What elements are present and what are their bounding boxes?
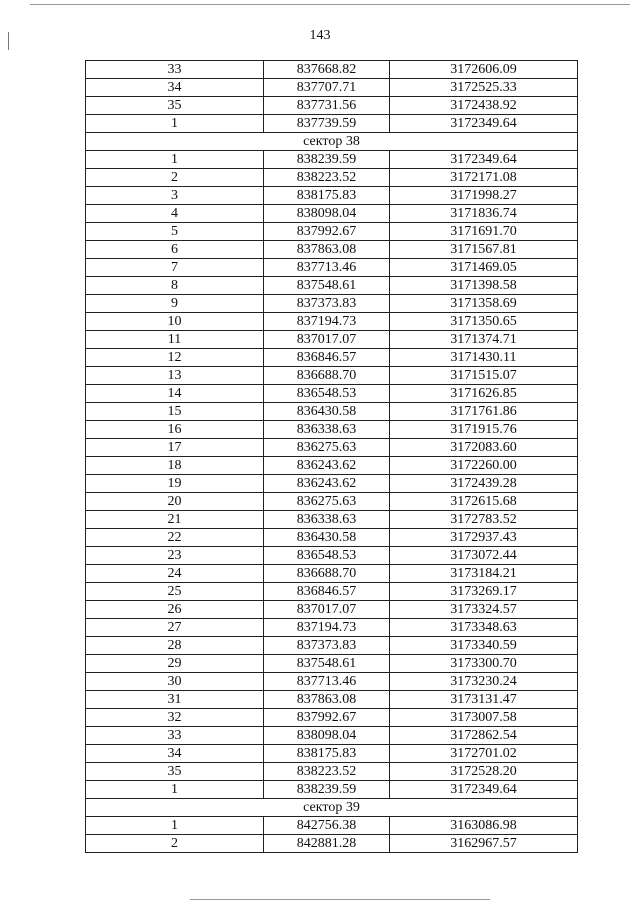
y-coordinate-cell: 3171358.69	[390, 295, 578, 313]
table-row	[86, 421, 578, 439]
point-number-cell: 24	[86, 565, 264, 583]
sector-title: сектор 38	[86, 133, 578, 151]
table-row	[86, 727, 578, 745]
table-row	[86, 223, 578, 241]
x-coordinate-cell: 837548.61	[264, 277, 390, 295]
y-coordinate-cell: 3171998.27	[390, 187, 578, 205]
table-row	[86, 565, 578, 583]
point-number-cell: 33	[86, 61, 264, 79]
table-row	[86, 673, 578, 691]
point-number-cell: 26	[86, 601, 264, 619]
sector-header-row	[86, 799, 578, 817]
y-coordinate-cell: 3172615.68	[390, 493, 578, 511]
x-coordinate-cell: 836548.53	[264, 547, 390, 565]
point-number-cell: 25	[86, 583, 264, 601]
table-row	[86, 511, 578, 529]
y-coordinate-cell: 3171567.81	[390, 241, 578, 259]
table-row	[86, 349, 578, 367]
x-coordinate-cell: 837668.82	[264, 61, 390, 79]
table-row	[86, 547, 578, 565]
y-coordinate-cell: 3173072.44	[390, 547, 578, 565]
table-row	[86, 439, 578, 457]
x-coordinate-cell: 837863.08	[264, 241, 390, 259]
table-row	[86, 367, 578, 385]
y-coordinate-cell: 3172349.64	[390, 781, 578, 799]
x-coordinate-cell: 837992.67	[264, 709, 390, 727]
y-coordinate-cell: 3173340.59	[390, 637, 578, 655]
table-row	[86, 187, 578, 205]
y-coordinate-cell: 3172439.28	[390, 475, 578, 493]
table-row	[86, 169, 578, 187]
sector-title: сектор 39	[86, 799, 578, 817]
point-number-cell: 35	[86, 97, 264, 115]
x-coordinate-cell: 836338.63	[264, 421, 390, 439]
y-coordinate-cell: 3171350.65	[390, 313, 578, 331]
point-number-cell: 13	[86, 367, 264, 385]
point-number-cell: 29	[86, 655, 264, 673]
x-coordinate-cell: 836548.53	[264, 385, 390, 403]
y-coordinate-cell: 3172349.64	[390, 151, 578, 169]
point-number-cell: 2	[86, 169, 264, 187]
table-row	[86, 475, 578, 493]
y-coordinate-cell: 3172606.09	[390, 61, 578, 79]
y-coordinate-cell: 3172862.54	[390, 727, 578, 745]
point-number-cell: 16	[86, 421, 264, 439]
point-number-cell: 27	[86, 619, 264, 637]
table-row	[86, 691, 578, 709]
point-number-cell: 7	[86, 259, 264, 277]
x-coordinate-cell: 836430.58	[264, 403, 390, 421]
x-coordinate-cell: 838239.59	[264, 151, 390, 169]
point-number-cell: 12	[86, 349, 264, 367]
x-coordinate-cell: 837707.71	[264, 79, 390, 97]
x-coordinate-cell: 837373.83	[264, 637, 390, 655]
x-coordinate-cell: 838098.04	[264, 727, 390, 745]
y-coordinate-cell: 3172525.33	[390, 79, 578, 97]
y-coordinate-cell: 3172783.52	[390, 511, 578, 529]
y-coordinate-cell: 3171469.05	[390, 259, 578, 277]
y-coordinate-cell: 3172438.92	[390, 97, 578, 115]
point-number-cell: 1	[86, 781, 264, 799]
table-row	[86, 583, 578, 601]
y-coordinate-cell: 3172171.08	[390, 169, 578, 187]
point-number-cell: 15	[86, 403, 264, 421]
y-coordinate-cell: 3173131.47	[390, 691, 578, 709]
point-number-cell: 1	[86, 151, 264, 169]
table-row	[86, 61, 578, 79]
x-coordinate-cell: 836846.57	[264, 349, 390, 367]
table-row	[86, 403, 578, 421]
table-row	[86, 331, 578, 349]
x-coordinate-cell: 836338.63	[264, 511, 390, 529]
y-coordinate-cell: 3171374.71	[390, 331, 578, 349]
y-coordinate-cell: 3172528.20	[390, 763, 578, 781]
table-row	[86, 313, 578, 331]
x-coordinate-cell: 842881.28	[264, 835, 390, 853]
point-number-cell: 34	[86, 745, 264, 763]
x-coordinate-cell: 837548.61	[264, 655, 390, 673]
x-coordinate-cell: 836430.58	[264, 529, 390, 547]
point-number-cell: 18	[86, 457, 264, 475]
table-row	[86, 241, 578, 259]
coordinates-table-body	[86, 61, 578, 853]
point-number-cell: 22	[86, 529, 264, 547]
point-number-cell: 35	[86, 763, 264, 781]
point-number-cell: 8	[86, 277, 264, 295]
y-coordinate-cell: 3162967.57	[390, 835, 578, 853]
point-number-cell: 10	[86, 313, 264, 331]
point-number-cell: 32	[86, 709, 264, 727]
table-row	[86, 781, 578, 799]
x-coordinate-cell: 836275.63	[264, 439, 390, 457]
x-coordinate-cell: 837373.83	[264, 295, 390, 313]
x-coordinate-cell: 837017.07	[264, 331, 390, 349]
table-row	[86, 277, 578, 295]
x-coordinate-cell: 837731.56	[264, 97, 390, 115]
x-coordinate-cell: 838098.04	[264, 205, 390, 223]
y-coordinate-cell: 3172083.60	[390, 439, 578, 457]
point-number-cell: 31	[86, 691, 264, 709]
y-coordinate-cell: 3172260.00	[390, 457, 578, 475]
y-coordinate-cell: 3173269.17	[390, 583, 578, 601]
x-coordinate-cell: 837713.46	[264, 673, 390, 691]
y-coordinate-cell: 3163086.98	[390, 817, 578, 835]
point-number-cell: 9	[86, 295, 264, 313]
table-row	[86, 79, 578, 97]
point-number-cell: 23	[86, 547, 264, 565]
y-coordinate-cell: 3171398.58	[390, 277, 578, 295]
point-number-cell: 14	[86, 385, 264, 403]
x-coordinate-cell: 837017.07	[264, 601, 390, 619]
point-number-cell: 1	[86, 115, 264, 133]
y-coordinate-cell: 3173184.21	[390, 565, 578, 583]
x-coordinate-cell: 837863.08	[264, 691, 390, 709]
point-number-cell: 3	[86, 187, 264, 205]
x-coordinate-cell: 836243.62	[264, 457, 390, 475]
y-coordinate-cell: 3172701.02	[390, 745, 578, 763]
coordinates-table	[85, 60, 578, 853]
x-coordinate-cell: 836243.62	[264, 475, 390, 493]
table-row	[86, 655, 578, 673]
y-coordinate-cell: 3171915.76	[390, 421, 578, 439]
page-number: 143	[309, 28, 331, 43]
table-row	[86, 259, 578, 277]
point-number-cell: 34	[86, 79, 264, 97]
table-row	[86, 151, 578, 169]
table-row	[86, 385, 578, 403]
scan-bottom-edge	[190, 899, 490, 900]
table-row	[86, 457, 578, 475]
point-number-cell: 20	[86, 493, 264, 511]
point-number-cell: 6	[86, 241, 264, 259]
x-coordinate-cell: 837713.46	[264, 259, 390, 277]
y-coordinate-cell: 3171430.11	[390, 349, 578, 367]
y-coordinate-cell: 3171626.85	[390, 385, 578, 403]
y-coordinate-cell: 3173300.70	[390, 655, 578, 673]
point-number-cell: 17	[86, 439, 264, 457]
x-coordinate-cell: 837739.59	[264, 115, 390, 133]
y-coordinate-cell: 3171691.70	[390, 223, 578, 241]
point-number-cell: 4	[86, 205, 264, 223]
x-coordinate-cell: 838175.83	[264, 187, 390, 205]
point-number-cell: 5	[86, 223, 264, 241]
point-number-cell: 33	[86, 727, 264, 745]
x-coordinate-cell: 838223.52	[264, 169, 390, 187]
y-coordinate-cell: 3173230.24	[390, 673, 578, 691]
y-coordinate-cell: 3173007.58	[390, 709, 578, 727]
table-row	[86, 205, 578, 223]
x-coordinate-cell: 837194.73	[264, 619, 390, 637]
y-coordinate-cell: 3173324.57	[390, 601, 578, 619]
table-row	[86, 529, 578, 547]
point-number-cell: 28	[86, 637, 264, 655]
table-row	[86, 709, 578, 727]
table-row	[86, 835, 578, 853]
table-row	[86, 295, 578, 313]
table-row	[86, 619, 578, 637]
table-row	[86, 637, 578, 655]
table-row	[86, 817, 578, 835]
table-row	[86, 97, 578, 115]
x-coordinate-cell: 842756.38	[264, 817, 390, 835]
x-coordinate-cell: 838223.52	[264, 763, 390, 781]
point-number-cell: 21	[86, 511, 264, 529]
point-number-cell: 19	[86, 475, 264, 493]
point-number-cell: 2	[86, 835, 264, 853]
y-coordinate-cell: 3173348.63	[390, 619, 578, 637]
y-coordinate-cell: 3172937.43	[390, 529, 578, 547]
sector-header-row	[86, 133, 578, 151]
x-coordinate-cell: 837194.73	[264, 313, 390, 331]
point-number-cell: 30	[86, 673, 264, 691]
table-row	[86, 763, 578, 781]
y-coordinate-cell: 3171761.86	[390, 403, 578, 421]
point-number-cell: 11	[86, 331, 264, 349]
scan-top-edge	[30, 4, 630, 5]
y-coordinate-cell: 3172349.64	[390, 115, 578, 133]
table-row	[86, 601, 578, 619]
point-number-cell: 1	[86, 817, 264, 835]
x-coordinate-cell: 836688.70	[264, 367, 390, 385]
x-coordinate-cell: 838175.83	[264, 745, 390, 763]
table-row	[86, 493, 578, 511]
table-row	[86, 115, 578, 133]
x-coordinate-cell: 837992.67	[264, 223, 390, 241]
x-coordinate-cell: 836846.57	[264, 583, 390, 601]
y-coordinate-cell: 3171515.07	[390, 367, 578, 385]
x-coordinate-cell: 838239.59	[264, 781, 390, 799]
x-coordinate-cell: 836688.70	[264, 565, 390, 583]
y-coordinate-cell: 3171836.74	[390, 205, 578, 223]
x-coordinate-cell: 836275.63	[264, 493, 390, 511]
table-row	[86, 745, 578, 763]
